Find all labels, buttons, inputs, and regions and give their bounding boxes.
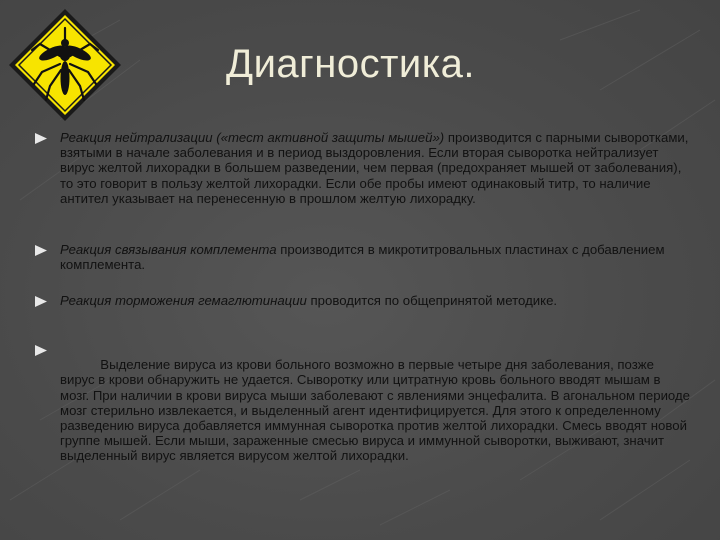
item-rest: Выделение вируса из крови больного возможно в первые четыре дня заболевания, позже вирус в крови обнаружить не удается. Сыворотку или цитратную кровь больного вводят мышам в мозг. При наличии в крови вируса мыши заболевают с явлениями энцефалита. В агональном периоде мозг стерильно извлекается, и выделенный агент идентифицируется. Для этого к определенному разведению вируса добавляется иммунная сыворотка против желтой лихорадки. Смесь вводят новой группе мышей. Если мыши, зараженные смесью вируса и иммунной сыворотки, выживают, значит выделенный вирус является вирусом желтой лихорадки. bbox=[60, 357, 694, 464]
item-lead: Реакция связывания комплемента bbox=[60, 242, 277, 257]
item-text bbox=[60, 242, 690, 272]
item-lead: Реакция нейтрализации («тест активной защиты мышей») bbox=[60, 130, 445, 145]
triangle-bullet-icon bbox=[35, 345, 47, 356]
triangle-bullet-icon bbox=[35, 245, 47, 256]
triangle-bullet-icon bbox=[35, 133, 47, 144]
item-rest: производится в микротитровальных пластинах с добавлением комплемента. bbox=[60, 242, 665, 273]
item-lead: Реакция торможения гемаглютинации bbox=[60, 293, 307, 308]
item-rest: проводится по общепринятой методике. bbox=[306, 293, 558, 308]
item-text bbox=[60, 342, 694, 479]
item-rest: производится с парными сыворотками, взятыми в начале заболевания и в период выздоровления. Если вторая сыворотка нейтрализует вирус желтой лихорадки в большем разведении, чем первая (предохраняет мышей от заболевания), то это говорит в пользу желтой лихорадки. Если обе пробы имеют одинаковый титр, то наличие антител указывает на перенесенную в прошлом желтую лихорадку. bbox=[60, 130, 689, 206]
item-text bbox=[60, 130, 690, 206]
slide-title: Диагностика. bbox=[226, 42, 476, 86]
item-text bbox=[60, 293, 690, 308]
triangle-bullet-icon bbox=[35, 296, 47, 307]
mosquito-warning-sign-icon bbox=[6, 6, 124, 124]
